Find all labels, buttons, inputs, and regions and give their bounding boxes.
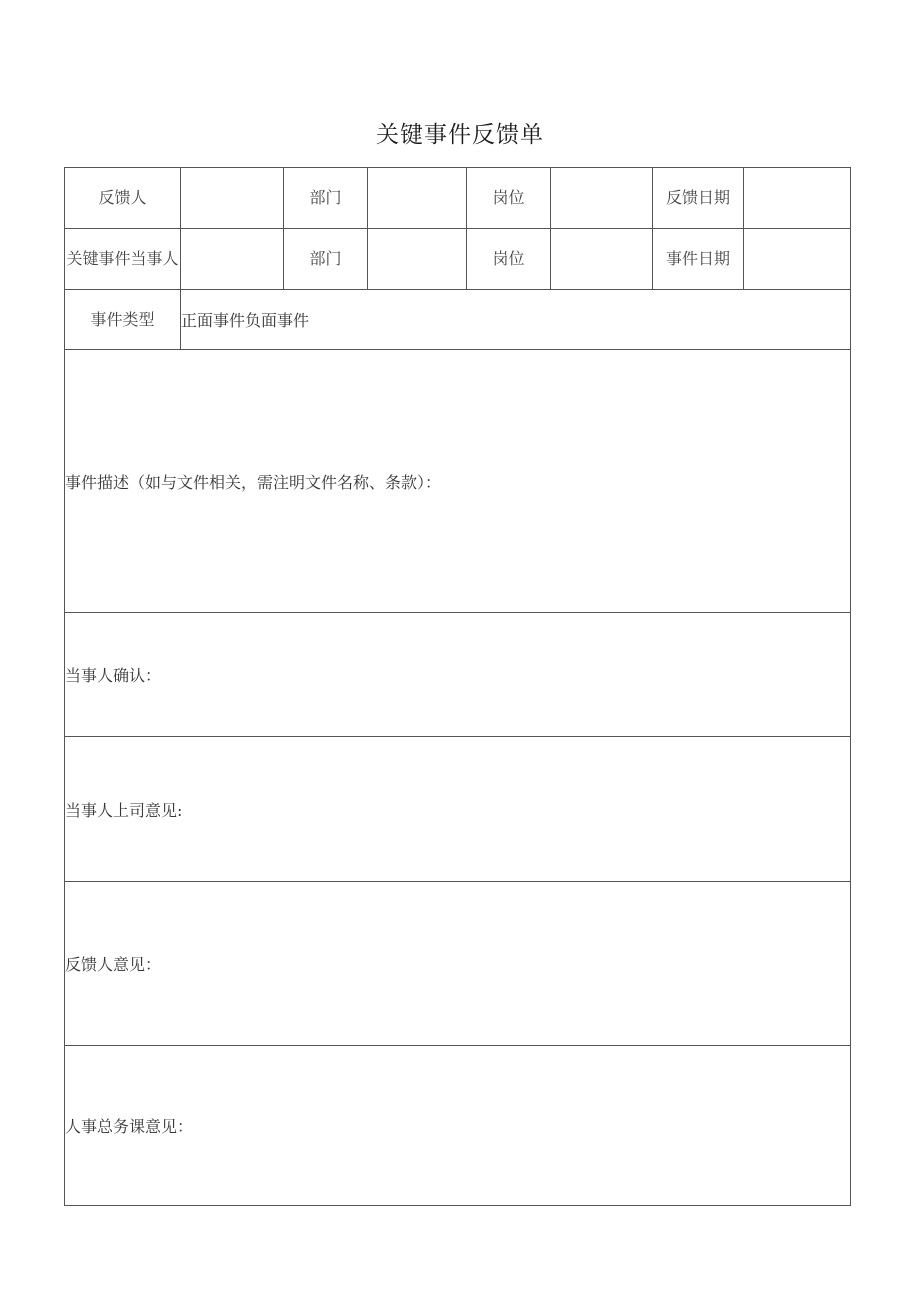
feedback-date-field[interactable] xyxy=(744,168,851,229)
form-row-description xyxy=(65,350,851,613)
feedback-form-table xyxy=(64,167,851,1206)
form-row-party xyxy=(65,229,851,290)
event-date-label: 事件日期 xyxy=(653,229,744,290)
feedback-person-field[interactable] xyxy=(181,168,284,229)
event-date-field[interactable] xyxy=(744,229,851,290)
form-row-feedback-opinion xyxy=(65,882,851,1046)
party-field[interactable] xyxy=(181,229,284,290)
position-field[interactable] xyxy=(551,168,653,229)
form-row-feedback-person xyxy=(65,168,851,229)
feedback-person-label: 反馈人 xyxy=(65,168,181,229)
department-label: 部门 xyxy=(284,168,368,229)
page-title: 关键事件反馈单 xyxy=(376,122,544,148)
event-type-options[interactable]: 正面事件负面事件 xyxy=(181,290,851,350)
event-type-label: 事件类型 xyxy=(65,290,181,350)
event-description-section[interactable]: 事件描述（如与文件相关，需注明文件名称、条款）： xyxy=(65,350,851,613)
party-confirm-section[interactable]: 当事人确认： xyxy=(65,613,851,737)
party-department-field[interactable] xyxy=(368,229,467,290)
form-row-party-confirm xyxy=(65,613,851,737)
position-label: 岗位 xyxy=(467,168,551,229)
party-position-label: 岗位 xyxy=(467,229,551,290)
party-department-label: 部门 xyxy=(284,229,368,290)
supervisor-opinion-section[interactable]: 当事人上司意见: xyxy=(65,737,851,882)
party-label: 关键事件当事人 xyxy=(65,229,181,290)
feedback-date-label: 反馈日期 xyxy=(653,168,744,229)
party-position-field[interactable] xyxy=(551,229,653,290)
form-row-event-type xyxy=(65,290,851,350)
hr-opinion-section[interactable]: 人事总务课意见： xyxy=(65,1046,851,1206)
form-row-supervisor-opinion xyxy=(65,737,851,882)
department-field[interactable] xyxy=(368,168,467,229)
feedback-opinion-section[interactable]: 反馈人意见： xyxy=(65,882,851,1046)
form-row-hr-opinion xyxy=(65,1046,851,1206)
